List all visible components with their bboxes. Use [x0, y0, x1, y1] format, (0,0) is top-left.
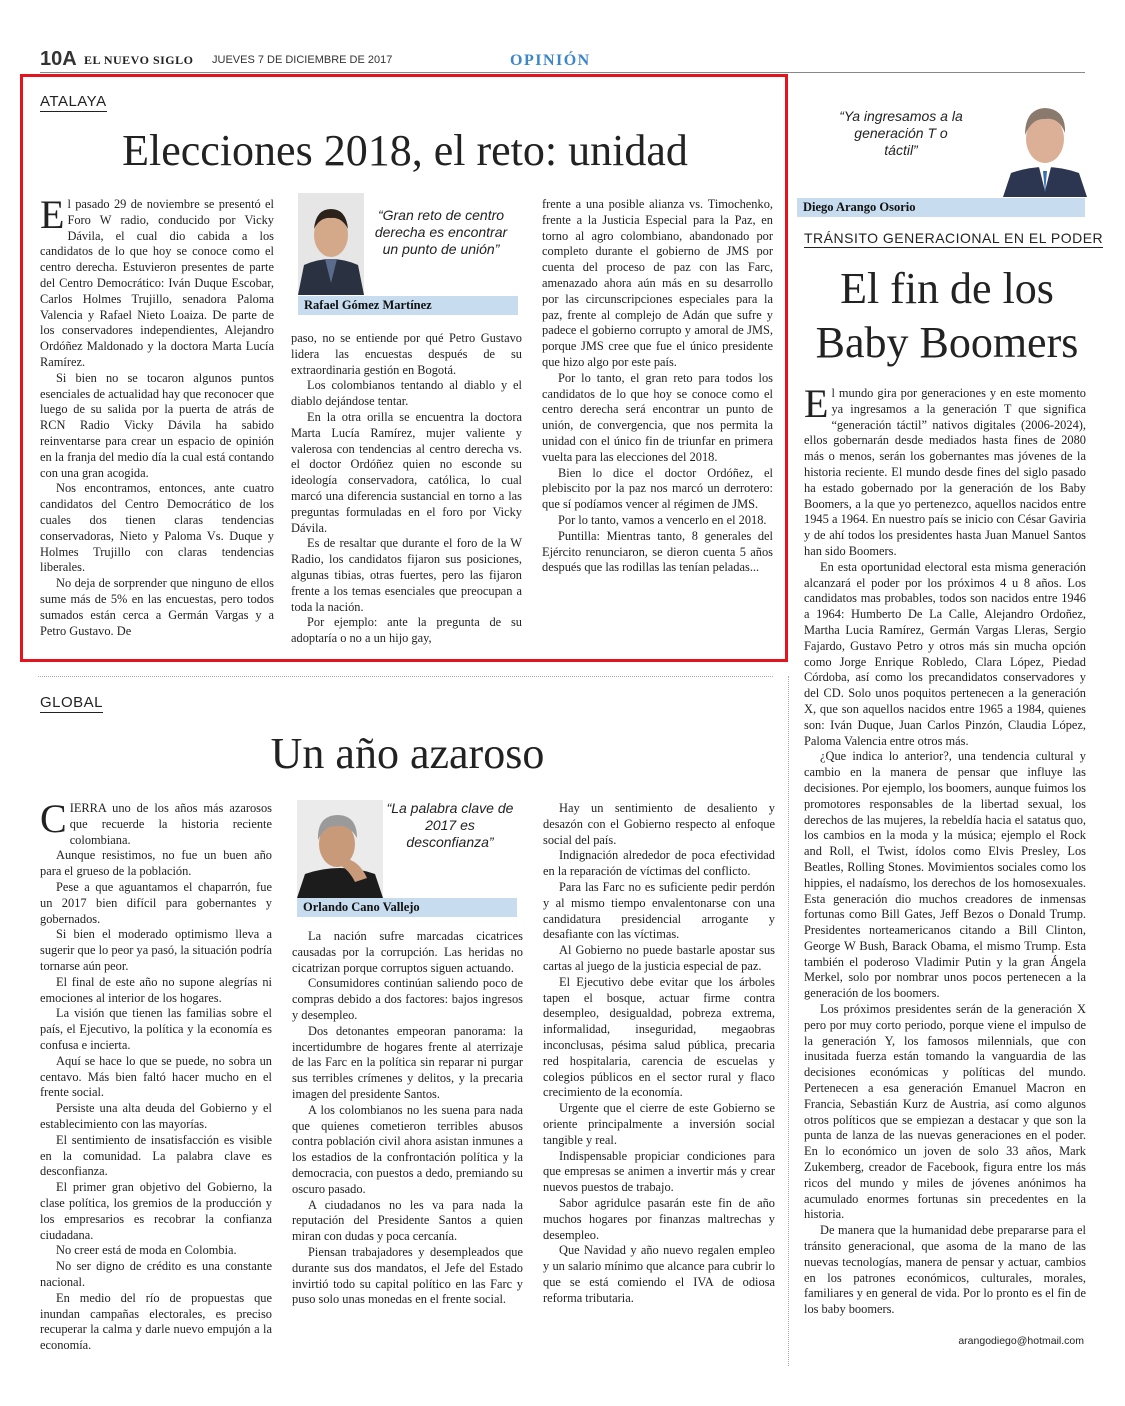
- babyboomers-title: [797, 262, 1097, 370]
- babyboomers-paragraph: De manera que la humanidad debe prepararse para el tránsito generacional, que asoma de la mano de las nuevas tecnologías, manera de pensar y actuar, cambios en los patrones económicos, culturales, morales, familiares y en general de vida. Por lo pronto es el fin de los baby boomers.: [804, 1223, 1086, 1317]
- global-paragraph: Si bien el moderado optimismo lleva a sugerir que lo peor ya pasó, la situación podría tornarse aún peor.: [40, 927, 272, 973]
- global-kicker-wrap: [40, 694, 103, 712]
- atalaya-kicker-wrap: [40, 93, 107, 111]
- author-photo-rafael: [298, 193, 364, 295]
- global-paragraph: No creer está de moda en Colombia.: [56, 1243, 237, 1258]
- global-paragraph: Al Gobierno no puede bastarle apostar sus cartas al juego de la justicia especial de paz.: [543, 943, 775, 973]
- header-rule: [40, 72, 1085, 73]
- atalaya-title: Elecciones 2018, el reto: unidad: [122, 126, 688, 175]
- babyboomers-kicker-wrap: [804, 230, 1103, 248]
- atalaya-paragraph: Es de resaltar que durante el foro de la W Radio, los candidatos fijaron sus posiciones, algunas tibias, otras fuertes, pero las fijaron frente a los temas esenciales que preocupan a toda la nación.: [291, 536, 522, 614]
- babyboomers-paragraph: l mundo gira por generaciones y en este momento ya ingresamos a la generación T que significa “generación táctil” nativos digitales (2006-2024), ellos gobernarán desde mediados hasta fines de 2080 más o menos, serán los gobernantes mas jóvenes de la historia reciente. El mundo desde fines del siglo pasado ha estado gobernado por la generación de los Baby Boomers, a la que yo pertenezco, aquellos nacidos entre 1945 a 1964. En nuestro país se inicio con César Gaviria y de ahí todos los presidentes hasta Juan Manuel Santos han sido Boomers.: [804, 386, 1086, 558]
- atalaya-author-name: Rafael Gómez Martínez: [298, 296, 518, 315]
- author-email: arangodiego@hotmail.com: [958, 1335, 1084, 1347]
- global-pull-quote: “La palabra clave de 2017 es desconfianza”: [386, 800, 514, 850]
- section-title: OPINIÓN: [510, 52, 591, 69]
- atalaya-column-3: [542, 197, 773, 576]
- babyboomers-pull-quote: “Ya ingresamos a la generación T o táctil”: [839, 108, 963, 158]
- babyboomers-paragraph: En esta oportunidad electoral esta misma generación alcanzará el poder por los próximos 4 u 8 años. Los candidatos mas probables, todos son nacidos entre 1946 a 1964: Humberto De La Calle, Alejandro Ordoñez, Martha Lucia Ramírez, Germán Vargas Lleras, Sergio Fajardo, Gustavo Petro y otros más sin mucha opción como Jorge Enrique Robledo, Clara López, Piedad Córdoba, así como los precandidatos conservadores y del CD. Solo unos poquitos pertenecen a la generación X, que son aquellos nacidos entre 1965 a 1984, quienes son: Iván Duque, Juan Carlos Pinzón, Claudia López, Paloma Valencia entre otros más.: [804, 559, 1086, 748]
- babyboomers-column: [804, 381, 1086, 1318]
- page-header: [40, 48, 1085, 72]
- global-paragraph: IERRA uno de los años más azarosos que recuerde la historia reciente colombiana.: [69, 801, 272, 847]
- atalaya-kicker: ATALAYA: [40, 93, 107, 110]
- atalaya-paragraph: No deja de sorprender que ninguno de ellos sume más de 5% en las encuestas, pero todos sumados están cerca a Germán Vargas y a Petro Gustavo. De: [40, 576, 274, 638]
- global-dropcap: C: [40, 796, 67, 841]
- global-paragraph: A ciudadanos no les va para nada la reputación del Presidente Santos a quien miran con dudas y poca cercanía.: [292, 1197, 523, 1244]
- atalaya-paragraph: Por ejemplo: ante la pregunta de su adoptaría o no a un hijo gay,: [291, 615, 522, 646]
- babyboomers-title-line-1: El fin de los: [840, 264, 1054, 313]
- newspaper-name: EL NUEVO SIGLO: [84, 53, 194, 67]
- author-photo-orlando: [297, 800, 383, 898]
- global-paragraph: Consumidores continúan saliendo poco de compras debido a dos factores: bajos ingresos y desempleo.: [292, 976, 523, 1022]
- atalaya-paragraph: Los colombianos tentando al diablo y el diablo dejándose tentar.: [291, 378, 522, 409]
- atalaya-column-1: [40, 192, 274, 639]
- global-paragraph: Que Navidad y año nuevo regalen empleo y un salario mínimo que alcance para cubrir lo que se está comiendo el IVA de odiosa reforma tributaria.: [543, 1243, 775, 1305]
- atalaya-paragraph: Bien lo dice el doctor Ordóñez, el plebiscito por la paz nos marcó un derrotero: que sí podíamos vencer al régimen de JMS.: [542, 465, 773, 512]
- section-divider: [38, 676, 773, 677]
- global-paragraph: La nación sufre marcadas cicatrices causadas por la corrupción. Las heridas no cicatrizan porque corruptos siguen actuando.: [292, 929, 523, 975]
- global-paragraph: A los colombianos no les suena para nada que quienes cometieron terribles abusos contra población civil ahora asistan inmunes a los estadios de la confrontación política y la democracia, con puestos a dedo, premiando su oscuro pasado.: [292, 1102, 523, 1196]
- global-paragraph: El primer gran objetivo del Gobierno, la clase política, los gremios de la producción y los empresarios es recobrar la confianza ciudadana.: [40, 1180, 272, 1242]
- global-paragraph: Persiste una alta deuda del Gobierno y el establecimiento con las mayorías.: [40, 1101, 272, 1131]
- atalaya-paragraph: En la otra orilla se encuentra la doctora Marta Lucía Ramírez, mujer valiente y valerosa con tendencias al centro derecha vs. el doctor Ordóñez quien no esconde su ideología conservadora, católica, lo cual marcó una diferencia sustancial en torno a las preguntas formuladas en el foro por Vicky Dávila.: [291, 409, 522, 535]
- global-title: Un año azaroso: [270, 729, 545, 778]
- babyboomers-paragraph: ¿Que indica lo anterior?, una tendencia cultural y cambio en la manera de pensar que influye las decisiones. Por ejemplo, los boomers, aunque fuimos los promotores responsables de la libertad sexual, los derechos de las mujeres, la rebeldía hacia el satatus quo, los cambios en la moda y la música; ejemplo el Rock and Roll, el Twist, ídolos como Elvis Presley, Los Beatles, Rolling Stones. Movimientos sociales como los hippies, el nadaísmo, los derechos de los homosexuales. Esta generación dio muchos creadores de inmensas fortunas como Bill Gates, Jeff Bezos o Donald Trump. Presidentes norteamericanos citando a Bill Clinton, George W Bush, Barack Obama, el mismo Trump. Esta también el poderoso Vladimir Putin y la gran Ángela Merkel, solo por nombrar unos pocos pertenecen a la generación de los boomers.: [804, 749, 1086, 1001]
- global-paragraph: Dos detonantes empeoran panorama: la incertidumbre de hogares frente al aterrizaje de las Farc en la política sin reparar ni purgar sus terribles crímenes y delitos, y la precaria imagen del presidente Santos.: [292, 1023, 523, 1101]
- babyboomers-kicker: TRÁNSITO GENERACIONAL EN EL PODER: [804, 230, 1104, 246]
- global-paragraph: El Ejecutivo debe evitar que los árboles tapen el bosque, actuar firme contra desempleo, desigualdad, pobreza extrema, informalidad, inseguridad, megaobras inconclusas, pésima salud pública, precaria red hospitalaria, carencia de escuelas y colegios públicos en el sector rural y flaco crecimiento de la economía.: [543, 974, 775, 1100]
- issue-date: JUEVES 7 DE DICIEMBRE DE 2017: [212, 54, 393, 66]
- global-paragraph: El final de este año no supone alegrías ni emociones al interior de los hogares.: [40, 974, 272, 1005]
- page-number: 10A: [40, 48, 77, 70]
- global-paragraph: Indispensable propiciar condiciones para que empresas se animen a invertir más y crear nuevos puestos de trabajo.: [543, 1148, 775, 1195]
- global-paragraph: Hay un sentimiento de desaliento y desazón con el Gobierno respecto al enfoque social del país.: [543, 801, 775, 847]
- author-photo-diego: [1003, 95, 1087, 197]
- global-paragraph: En medio del río de propuestas que inundan campañas electorales, es preciso recuperar la calma y darle nuevo empujón a la economía.: [40, 1290, 272, 1353]
- babyboomers-paragraph: Los próximos presidentes serán de la generación X pero por muy corto periodo, porque viene el impulso de la generación Y, los famosos milennials, que con inusitada fuerza están tomando la vanguardia de las decisiones económicas y políticas del mundo. Pertenecen a esa generación Emanuel Macron en Francia, Sebastián Kurz de Austria, así como algunos otros políticos que se empiezan a destacar y que son la punta de lanza de las nuevas generaciones en el poder. En lo económico un joven de solo 33 años, Mark Zukemberg, creador de Facebook, figura entre los más ricos del mundo y miles de jóvenes anónimos ha acumulado enormes fortunas sin precedentes en la historia.: [804, 1002, 1086, 1222]
- atalaya-paragraph: l pasado 29 de noviembre se presentó el Foro W radio, conducido por Vicky Dávila, el cual dio cabida a los candidatos de lo que hoy se conoce como el centro derecha. Estuvieron presentes de parte del Centro Democrático: Iván Duque Escobar, Carlos Holmes Trujillo, senadora Paloma Valencia y Rafael Nieto Loaiza. De parte de los conservadores independientes, Alejandro Ordóñez Maldonado y la doctora Marta Lucía Ramírez.: [40, 197, 274, 369]
- atalaya-paragraph: Si bien no se tocaron algunos puntos esenciales de actualidad hay que reconocer que luego de su salida por la puerta de atrás de RCN Radio Vicky Dávila ha sabido reinventarse para crear un espacio de opinión en la franja del medio día la cual está contando con una gran acogida.: [40, 370, 274, 480]
- global-paragraph: No ser digno de crédito es una constante nacional.: [40, 1259, 272, 1289]
- atalaya-column-2: [291, 331, 522, 647]
- atalaya-dropcap: E: [40, 192, 65, 237]
- babyboomers-dropcap: E: [804, 381, 829, 426]
- babyboomers-title-line-2: Baby Boomers: [815, 318, 1079, 367]
- global-paragraph: Urgente que el cierre de este Gobierno se oriente principalmente a inversión social tangible y real.: [543, 1101, 775, 1147]
- atalaya-paragraph: Nos encontramos, entonces, ante cuatro candidatos del Centro Democrático de los cuales dos tienen claras tendencias conservadoras, Nieto y Paloma Vs. Duque y Holmes Trujillo con claras tendencias liberales.: [40, 481, 274, 575]
- global-paragraph: Aquí se hace lo que se puede, no sobra un centavo. Más bien faltó hacer mucho en el frente social.: [40, 1053, 272, 1100]
- global-paragraph: Sabor agridulce pasarán este fin de año muchos hogares por finanzas maltrechas y desempleo.: [543, 1195, 775, 1242]
- global-paragraph: Piensan trabajadores y desempleados que durante sus dos mandatos, el Jefe del Estado invirtió todo su capital político en las Farc y puso solo unas monedas en el frente social.: [292, 1244, 523, 1307]
- global-column-3: [543, 801, 775, 1307]
- global-paragraph: Indignación alrededor de poca efectividad en la reparación de víctimas del conflicto.: [543, 848, 775, 879]
- global-paragraph: La visión que tienen las familias sobre el país, el Ejecutivo, la política y la economía es confusa e incierta.: [40, 1006, 272, 1052]
- atalaya-paragraph: Por lo tanto, vamos a vencerlo en el 2018.: [558, 512, 767, 527]
- global-paragraph: Para las Farc no es suficiente pedir perdón y al mismo tiempo envalentonarse con una candidatura presidencial arrogante y desafiante con las víctimas.: [543, 879, 775, 942]
- global-author-name: Orlando Cano Vallejo: [297, 898, 517, 917]
- global-column-1: [40, 796, 272, 1354]
- babyboomers-author-name: Diego Arango Osorio: [797, 198, 1085, 217]
- atalaya-paragraph: Puntilla: Mientras tanto, 8 generales del Ejército renunciaron, se dieron cuenta 5 años después que las rodillas las tenían peladas...: [542, 528, 773, 575]
- global-paragraph: Pese a que aguantamos el chaparrón, fue un 2017 bien difícil para gobernantes y gobernados.: [40, 879, 272, 926]
- global-paragraph: El sentimiento de insatisfacción es visible en la comunidad. La palabra clave es desconfianza.: [40, 1132, 272, 1179]
- atalaya-paragraph: paso, no se entiende por qué Petro Gustavo lidera las encuestas después de su extraordinaria gestión en Bogotá.: [291, 331, 522, 377]
- column-divider: [788, 676, 789, 1366]
- atalaya-paragraph: frente a una posible alianza vs. Timochenko, frente a la Justicia Especial para la Paz, en torno al agro colombiano, abandonado por completo durante el gobierno de JMS por cuenta del proceso de paz con las Farc, amenazado ahora aún más en su desarrollo por las circunscripciones especiales para la paz, frente al complejo de Adán que sufre y padece el gobierno corrupto y amoral de JMS, porque JMS cree que fue el único presidente que hizo algo por este país.: [542, 197, 773, 369]
- global-column-2: [292, 929, 523, 1308]
- atalaya-paragraph: Por lo tanto, el gran reto para todos los candidatos de lo que hoy se conoce como el centro derecha será encontrar un punto de unión, de convergencia, que nos permita la unidad con el único fin de triunfar en primera vuelta para las elecciones del 2018.: [542, 370, 773, 464]
- global-paragraph: Aunque resistimos, no fue un buen año para el grueso de la población.: [40, 848, 272, 879]
- atalaya-pull-quote: “Gran reto de centro derecha es encontrar un punto de unión”: [374, 207, 508, 257]
- global-kicker: GLOBAL: [40, 694, 104, 711]
